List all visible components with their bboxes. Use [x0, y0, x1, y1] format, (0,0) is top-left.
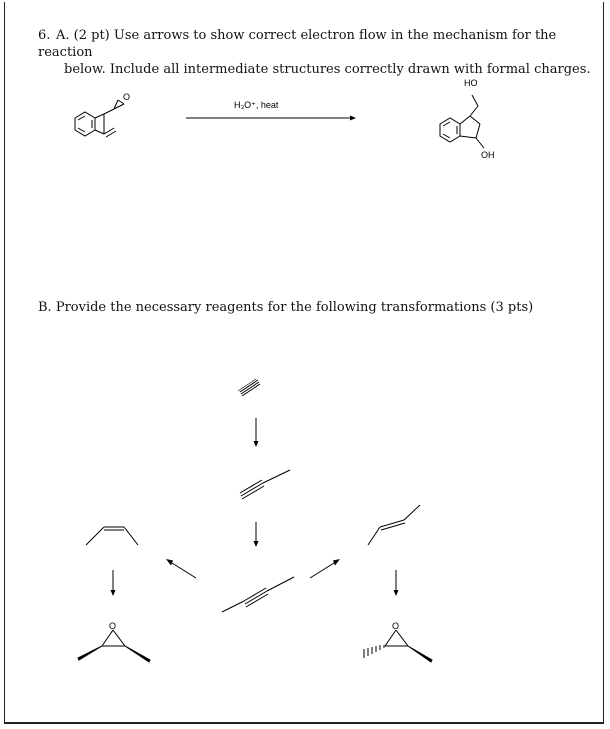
arrow-to-right-alkene — [310, 563, 334, 578]
alkene-left — [86, 527, 138, 545]
epoxide-left-oxygen: O — [109, 621, 117, 631]
reaction-conditions: H₃O⁺, heat — [234, 100, 279, 110]
starting-material-structure — [75, 100, 124, 137]
epoxide-oxygen-label: O — [123, 92, 131, 102]
alkyne-top — [238, 379, 260, 396]
part-a-line-2: below. Include all intermediate structures correctly drawn with formal charges. — [64, 62, 591, 77]
question-number: 6. — [38, 28, 51, 43]
alkyne-middle — [240, 470, 290, 499]
product-oh-label: OH — [481, 150, 495, 160]
epoxide-right-oxygen: O — [392, 621, 400, 631]
epoxide-left — [78, 630, 150, 662]
product-structure — [440, 95, 484, 148]
arrow-to-left-alkene — [172, 563, 196, 578]
alkyne-bottom — [222, 577, 294, 612]
question-6-part-b: B. Provide the necessary reagents for the following transformations (3 pts) — [38, 300, 534, 315]
epoxide-right — [364, 630, 432, 662]
part-a-line-1: A. (2 pt) Use arrows to show correct electron flow in the mechanism for the reaction — [38, 28, 557, 60]
alkene-right — [368, 505, 420, 545]
product-ho-label: HO — [464, 78, 478, 88]
